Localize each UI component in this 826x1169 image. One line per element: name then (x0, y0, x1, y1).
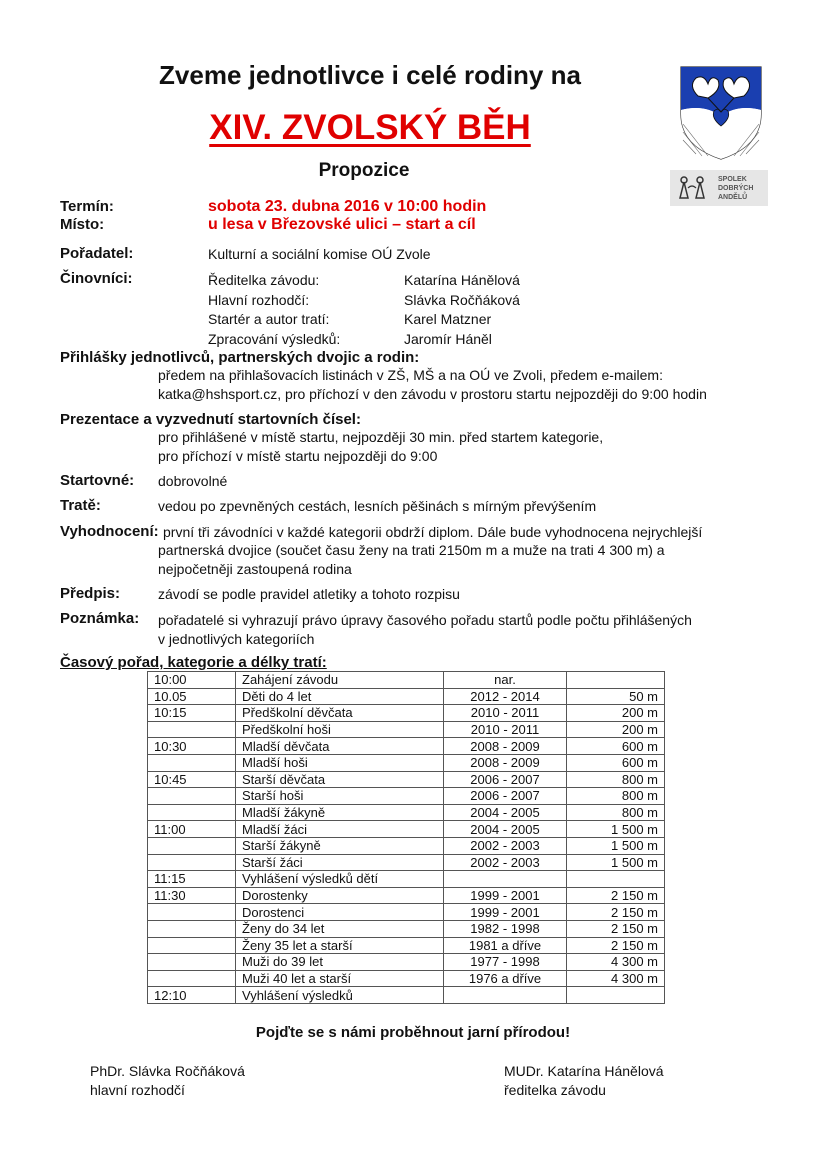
schedule-row (148, 771, 665, 788)
schedule-birth-years: 1976 a dříve (444, 970, 567, 987)
schedule-birth-years: 2004 - 2005 (444, 821, 567, 838)
schedule-distance (567, 871, 665, 888)
schedule-category: Předškolní hoši (236, 721, 444, 738)
schedule-row (148, 920, 665, 937)
poznamka-line: pořadatelé si vyhrazují právo úpravy časového pořadu startů podle počtu přihlášených (158, 612, 692, 628)
schedule-row (148, 854, 665, 871)
schedule-time (148, 854, 236, 871)
schedule-row (148, 721, 665, 738)
schedule-distance: 200 m (567, 721, 665, 738)
schedule-row (148, 688, 665, 705)
schedule-birth-years: 2010 - 2011 (444, 721, 567, 738)
schedule-time: 10.05 (148, 688, 236, 705)
trate-label: Tratě: (60, 497, 101, 514)
signature-left-name: PhDr. Slávka Ročňáková (90, 1063, 245, 1079)
schedule-category: Předškolní děvčata (236, 705, 444, 722)
prezentace-line: pro přihlášené v místě startu, nejpozději 30 min. před startem kategorie, (158, 429, 604, 445)
schedule-row (148, 970, 665, 987)
schedule-time: 10:45 (148, 771, 236, 788)
poznamka-label: Poznámka: (60, 610, 140, 627)
schedule-category: Muži 40 let a starší (236, 970, 444, 987)
schedule-distance: 1 500 m (567, 821, 665, 838)
schedule-birth-years: 1999 - 2001 (444, 904, 567, 921)
poradatel-label: Pořadatel: (60, 245, 134, 262)
schedule-time (148, 837, 236, 854)
schedule-row (148, 987, 665, 1004)
schedule-row (148, 837, 665, 854)
schedule-row (148, 754, 665, 771)
schedule-distance (567, 672, 665, 689)
schedule-row (148, 788, 665, 805)
schedule-time (148, 904, 236, 921)
schedule-row (148, 887, 665, 904)
schedule-birth-years: 2010 - 2011 (444, 705, 567, 722)
schedule-distance: 800 m (567, 771, 665, 788)
schedule-distance: 800 m (567, 804, 665, 821)
poradatel-value: Kulturní a sociální komise OÚ Zvole (208, 246, 431, 262)
schedule-distance (567, 987, 665, 1004)
vyhodnoceni-line: partnerská dvojice (součet času ženy na trati 2150m m a muže na trati 4 300 m) a (158, 542, 665, 558)
schedule-category: Starší žákyně (236, 837, 444, 854)
schedule-distance: 2 150 m (567, 887, 665, 904)
schedule-category: Děti do 4 let (236, 688, 444, 705)
schedule-row (148, 904, 665, 921)
schedule-category: Mladší žáci (236, 821, 444, 838)
schedule-distance: 600 m (567, 738, 665, 755)
schedule-row (148, 821, 665, 838)
schedule-time (148, 920, 236, 937)
schedule-time: 10:00 (148, 672, 236, 689)
schedule-time (148, 970, 236, 987)
schedule-distance: 1 500 m (567, 837, 665, 854)
official-name: Jaromír Háněl (404, 330, 492, 347)
officials-roles (208, 271, 340, 349)
schedule-birth-years: 1982 - 1998 (444, 920, 567, 937)
schedule-birth-years: 2008 - 2009 (444, 738, 567, 755)
prezentace-line: pro příchozí v místě startu nejpozději do 9:00 (158, 448, 438, 464)
closing-slogan: Pojďte se s námi proběhnout jarní přírodou! (255, 1024, 571, 1041)
schedule-distance: 600 m (567, 754, 665, 771)
schedule-row (148, 672, 665, 689)
official-name: Karel Matzner (404, 311, 492, 327)
misto-value: u lesa v Březovské ulici – start a cíl (208, 216, 476, 233)
vyhodnoceni-label: Vyhodnocení: (60, 523, 159, 540)
startovne-label: Startovné: (60, 472, 135, 489)
schedule-category: Dorostenky (236, 887, 444, 904)
poznamka-text (158, 611, 692, 649)
schedule-birth-years: 2004 - 2005 (444, 804, 567, 821)
schedule-distance: 2 150 m (567, 920, 665, 937)
schedule-row (148, 954, 665, 971)
logo-text-3: ANDĚLŮ (718, 194, 748, 201)
schedule-category: Muži do 39 let (236, 954, 444, 971)
document-subtitle: Propozice (318, 160, 410, 181)
schedule-birth-years: 2008 - 2009 (444, 754, 567, 771)
termin-value: sobota 23. dubna 2016 v 10:00 hodin (208, 198, 487, 215)
schedule-category: Vyhlášení výsledků (236, 987, 444, 1004)
schedule-time: 10:15 (148, 705, 236, 722)
schedule-distance: 800 m (567, 788, 665, 805)
vyhodnoceni-text (158, 541, 665, 579)
schedule-birth-years: 2006 - 2007 (444, 771, 567, 788)
vyhodnoceni-line: nejpočetněji zastoupená rodina (158, 561, 352, 577)
schedule-distance: 1 500 m (567, 854, 665, 871)
schedule-birth-years: 2006 - 2007 (444, 788, 567, 805)
officials-names (404, 271, 520, 349)
prihlasky-text (158, 366, 707, 404)
schedule-distance: 2 150 m (567, 937, 665, 954)
trate-value: vedou po zpevněných cestách, lesních pěšinách s mírným převýšením (158, 498, 597, 514)
schedule-time (148, 937, 236, 954)
spolek-logo (670, 170, 768, 206)
signature-right (504, 1062, 664, 1100)
schedule-category: Starší žáci (236, 854, 444, 871)
schedule-birth-years: 1977 - 1998 (444, 954, 567, 971)
schedule-birth-years: 1981 a dříve (444, 937, 567, 954)
schedule-distance: 4 300 m (567, 970, 665, 987)
prihlasky-line: katka@hshsport.cz, pro příchozí v den závodu v prostoru startu nejpozději do 9:00 hodin (158, 386, 707, 402)
poznamka-line: v jednotlivých kategoriích (158, 631, 315, 647)
schedule-heading: Časový pořad, kategorie a délky tratí: (60, 654, 327, 671)
schedule-time: 10:30 (148, 738, 236, 755)
official-role: Zpracování výsledků: (208, 330, 341, 347)
schedule-birth-years: 1999 - 2001 (444, 887, 567, 904)
schedule-category: Mladší žákyně (236, 804, 444, 821)
coat-of-arms-icon (678, 64, 764, 167)
schedule-birth-years (444, 987, 567, 1004)
invitation-line: Zveme jednotlivce i celé rodiny na (159, 60, 581, 90)
schedule-row (148, 738, 665, 755)
official-role: Ředitelka závodu: (208, 272, 320, 288)
signature-right-role: ředitelka závodu (504, 1082, 606, 1098)
prihlasky-line: předem na přihlašovacích listinách v ZŠ, MŠ a na OÚ ve Zvoli, předem e-mailem: (158, 367, 663, 383)
schedule-time (148, 954, 236, 971)
schedule-distance: 200 m (567, 705, 665, 722)
prezentace-label: Prezentace a vyzvednutí startovních čísel: (60, 411, 361, 428)
schedule-time (148, 754, 236, 771)
predpis-value: závodí se podle pravidel atletiky a tohoto rozpisu (158, 586, 460, 602)
official-role: Hlavní rozhodčí: (208, 291, 310, 308)
schedule-row (148, 705, 665, 722)
schedule-category: Ženy 35 let a starší (236, 937, 444, 954)
schedule-table (147, 671, 665, 1004)
logo-text-2: DOBRÝCH (718, 185, 754, 192)
signature-left-role: hlavní rozhodčí (90, 1082, 185, 1098)
signature-right-name: MUDr. Katarína Hánělová (504, 1063, 664, 1079)
schedule-birth-years: 2012 - 2014 (444, 688, 567, 705)
schedule-row (148, 804, 665, 821)
predpis-label: Předpis: (60, 585, 121, 602)
schedule-time: 11:15 (148, 871, 236, 888)
prezentace-text (158, 428, 603, 466)
cinovnici-label: Činovníci: (60, 270, 133, 287)
schedule-birth-years: nar. (444, 672, 567, 689)
schedule-birth-years (444, 871, 567, 888)
schedule-category: Ženy do 34 let (236, 920, 444, 937)
logo-text-1: SPOLEK (718, 176, 747, 183)
schedule-birth-years: 2002 - 2003 (444, 854, 567, 871)
angels-icon (676, 174, 716, 202)
official-name: Slávka Ročňáková (404, 291, 520, 308)
official-name: Katarína Hánělová (404, 272, 520, 288)
schedule-category: Dorostenci (236, 904, 444, 921)
startovne-value: dobrovolné (158, 473, 228, 489)
signature-left (90, 1062, 245, 1100)
termin-label: Termín: (60, 198, 114, 215)
schedule-row (148, 937, 665, 954)
schedule-time (148, 804, 236, 821)
official-role: Startér a autor tratí: (208, 311, 330, 327)
schedule-category: Mladší děvčata (236, 738, 444, 755)
schedule-category: Zahájení závodu (236, 672, 444, 689)
schedule-category: Mladší hoši (236, 754, 444, 771)
misto-label: Místo: (60, 216, 105, 233)
event-title: XIV. ZVOLSKÝ BĚH (209, 108, 531, 147)
schedule-distance: 4 300 m (567, 954, 665, 971)
schedule-distance: 50 m (567, 688, 665, 705)
schedule-category: Vyhlášení výsledků dětí (236, 871, 444, 888)
schedule-row (148, 871, 665, 888)
schedule-distance: 2 150 m (567, 904, 665, 921)
schedule-category: Starší hoši (236, 788, 444, 805)
schedule-time: 12:10 (148, 987, 236, 1004)
schedule-birth-years: 2002 - 2003 (444, 837, 567, 854)
schedule-time (148, 721, 236, 738)
schedule-time: 11:30 (148, 887, 236, 904)
schedule-time: 11:00 (148, 821, 236, 838)
schedule-category: Starší děvčata (236, 771, 444, 788)
vyhodnoceni-line: první tři závodníci v každé kategorii obdrží diplom. Dále bude vyhodnocena nejrychlejší (163, 524, 703, 540)
prihlasky-label: Přihlášky jednotlivců, partnerských dvojic a rodin: (60, 349, 420, 366)
schedule-time (148, 788, 236, 805)
